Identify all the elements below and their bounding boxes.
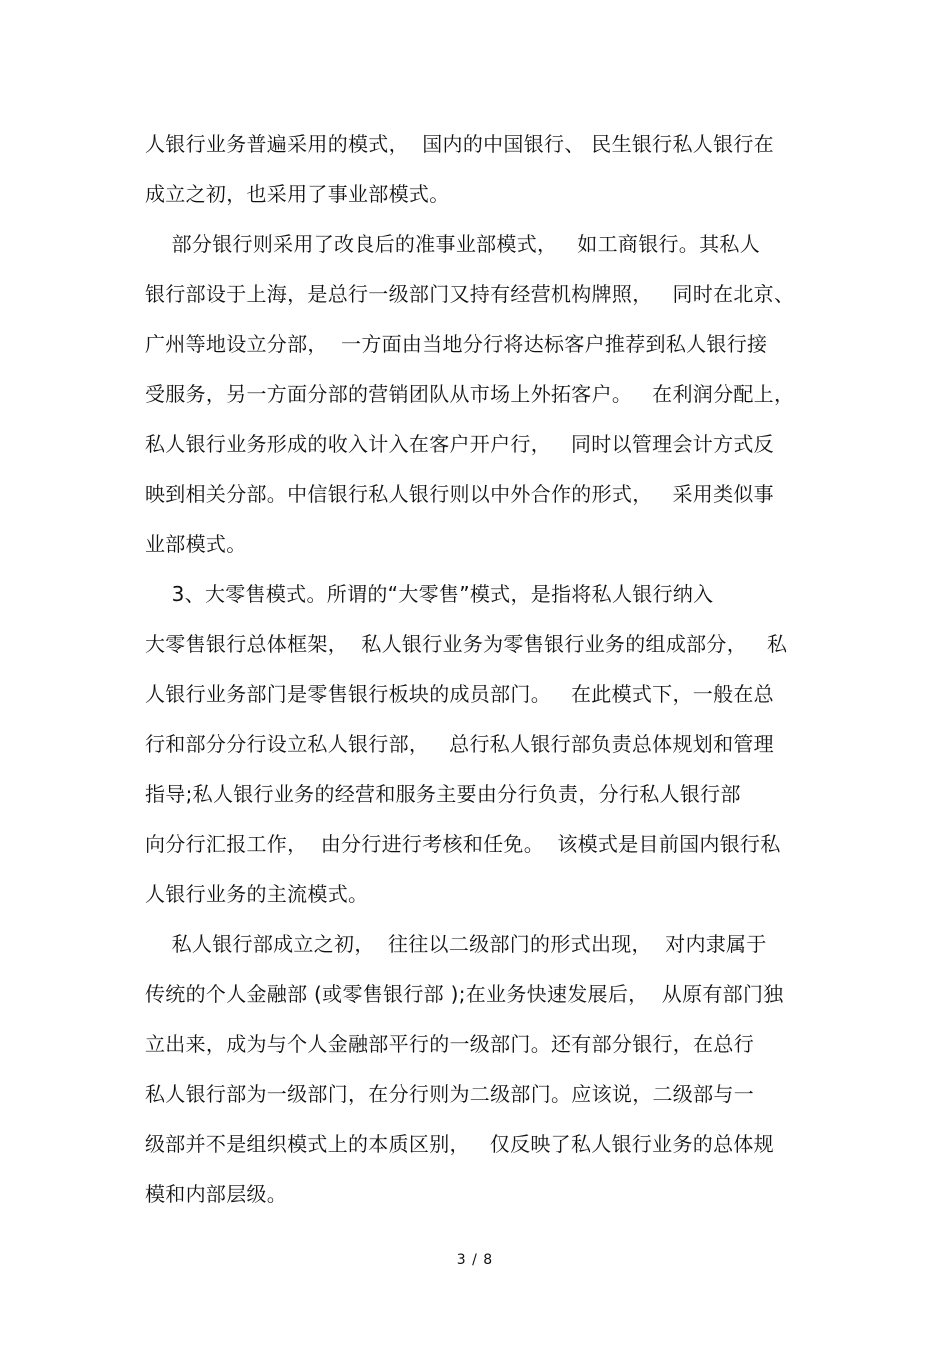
text-line: 模和内部层级。	[145, 1182, 288, 1206]
text-line: 私人银行业务形成的收入计入在客户开户行， 同时以管理会计方式反	[145, 432, 774, 456]
text-line: 指导;私人银行业务的经营和服务主要由分行负责，分行私人银行部	[145, 782, 741, 806]
text-line: 立出来，成为与个人金融部平行的一级部门。还有部分银行，在总行	[145, 1032, 754, 1056]
text-line: 私人银行部成立之初， 往往以二级部门的形式出现， 对内隶属于	[145, 932, 767, 956]
text-line: 广州等地设立分部， 一方面由当地分行将达标客户推荐到私人银行接	[145, 332, 768, 356]
text-line: 映到相关分部。中信银行私人银行则以中外合作的形式， 采用类似事	[145, 482, 774, 506]
text-line: 向分行汇报工作， 由分行进行考核和任免。 该模式是目前国内银行私	[145, 832, 781, 856]
text-line: 业部模式。	[145, 532, 247, 556]
text-line: 级部并不是组织模式上的本质区别， 仅反映了私人银行业务的总体规	[145, 1132, 774, 1156]
text-line: 传统的个人金融部 (或零售银行部 );在业务快速发展后， 从原有部门独	[145, 982, 784, 1006]
page-number: 3 / 8	[456, 1252, 494, 1268]
text-line: 成立之初，也采用了事业部模式。	[145, 182, 450, 206]
text-line: 大零售银行总体框架， 私人银行业务为零售银行业务的组成部分， 私	[145, 632, 788, 656]
text-line: 人银行业务普遍采用的模式， 国内的中国银行、 民生银行私人银行在	[145, 132, 774, 156]
text-line: 部分银行则采用了改良后的准事业部模式， 如工商银行。其私人	[145, 232, 761, 256]
text-line: 人银行业务的主流模式。	[145, 882, 369, 906]
text-line: 私人银行部为一级部门，在分行则为二级部门。应该说，二级部与一	[145, 1082, 754, 1106]
text-line: 人银行业务部门是零售银行板块的成员部门。 在此模式下，一般在总	[145, 682, 774, 706]
text-line: 受服务，另一方面分部的营销团队从市场上外拓客户。 在利润分配上，	[145, 382, 795, 406]
text-line: 3、大零售模式。所谓的“大零售”模式，是指将私人银行纳入	[145, 582, 714, 606]
text-line: 银行部设于上海，是总行一级部门又持有经营机构牌照， 同时在北京、	[145, 282, 795, 306]
text-line: 行和部分分行设立私人银行部， 总行私人银行部负责总体规划和管理	[145, 732, 774, 756]
